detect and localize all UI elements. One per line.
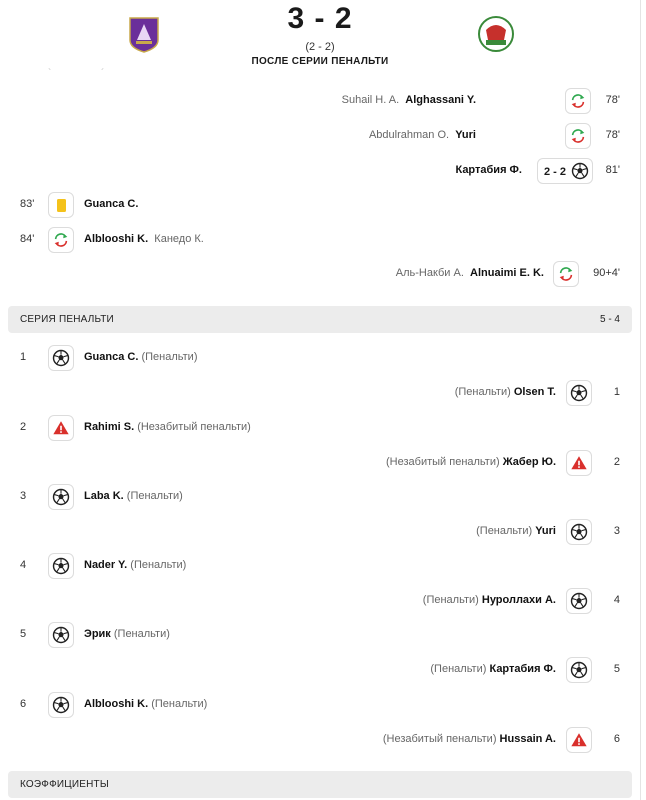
goal-ball-icon (48, 345, 74, 371)
match-score: 3 - 2 (287, 2, 353, 35)
player-name[interactable]: Alblooshi K. (84, 698, 149, 710)
player-name[interactable]: Alghassani Y. (405, 94, 476, 106)
goal-ball-icon (566, 588, 592, 614)
event-minute: 81' (605, 164, 620, 176)
player-name[interactable]: Alnuaimi E. K. (470, 267, 544, 279)
missed-penalty-icon (566, 450, 592, 476)
penalty-note: (Пенальти) (454, 386, 511, 398)
player-name[interactable]: Hussain A. (499, 733, 556, 745)
event-minute: 78' (605, 94, 620, 106)
penalty-note: (Пенальти) (113, 628, 170, 640)
assist-name: Suhail H. A. (341, 94, 400, 106)
penalty-note: (Незабитый пенальти) (137, 421, 251, 433)
penalty-number: 1 (613, 386, 620, 398)
penalty-number: 4 (613, 594, 620, 606)
goal-ball-icon (48, 484, 74, 510)
player-name[interactable]: Laba K. (84, 490, 124, 502)
player-name[interactable]: Yuri (455, 129, 476, 141)
assist-name: Аль-Накби А. (395, 267, 464, 279)
match-header (0, 0, 640, 68)
penalty-number: 6 (613, 733, 620, 745)
event-row (0, 259, 640, 289)
event-text (342, 94, 476, 106)
penalty-text (455, 386, 556, 398)
penalty-number: 2 (20, 421, 27, 433)
goal-ball-icon (566, 657, 592, 683)
missed-penalty-icon (48, 415, 74, 441)
assist-name: Канедо К. (154, 233, 204, 245)
substitution-icon (553, 261, 579, 287)
goal-ball-icon (48, 553, 74, 579)
penalty-row-away (0, 448, 640, 478)
event-row (0, 190, 640, 220)
event-minute: 83' (20, 198, 35, 210)
penalty-note: (Пенальти) (430, 663, 487, 675)
event-text (396, 267, 544, 279)
penalty-text (84, 698, 207, 710)
penalty-row-home (0, 620, 640, 650)
section-score: 5 - 4 (599, 314, 620, 325)
event-row (0, 225, 640, 255)
player-name[interactable]: Картабия Ф. (489, 663, 556, 675)
goal-ball-icon (48, 622, 74, 648)
penalty-note: (Пенальти) (151, 698, 208, 710)
yellow-card-icon (48, 192, 74, 218)
match-status: ПОСЛЕ СЕРИИ ПЕНАЛЬТИ (251, 56, 389, 67)
penalty-note: (Незабитый пенальти) (386, 456, 500, 468)
goal-ball-icon (566, 380, 592, 406)
penalty-number: 3 (613, 525, 620, 537)
event-text (84, 233, 204, 245)
player-name[interactable]: Yuri (535, 525, 556, 537)
penalty-note: (Пенальти) (126, 490, 183, 502)
event-minute: 84' (20, 233, 35, 245)
penalty-text (84, 351, 197, 363)
missed-penalty-icon (566, 727, 592, 753)
penalty-number: 5 (20, 628, 27, 640)
penalty-number: 3 (20, 490, 27, 502)
penalty-row-home (0, 343, 640, 373)
penalty-row-home (0, 551, 640, 581)
penalty-note: (Незабитый пенальти) (382, 733, 497, 745)
goal-score: 2 - 2 (544, 166, 567, 178)
player-name[interactable]: Nader Y. (84, 559, 128, 571)
penalty-note: (Пенальти) (141, 351, 198, 363)
aggregate-score: (2 - 2) (305, 41, 335, 53)
goal-ball-icon (571, 162, 589, 183)
penalty-text (386, 456, 556, 468)
assist-name: Abdulrahman O. (368, 129, 450, 141)
player-name[interactable]: Olsen T. (513, 386, 556, 398)
penalty-row-home (0, 690, 640, 720)
player-name[interactable]: Нуроллахи А. (481, 594, 556, 606)
goal-ball-icon (48, 692, 74, 718)
substitution-icon (565, 123, 591, 149)
penalty-text (84, 490, 183, 502)
penalty-text (84, 421, 251, 433)
event-row (0, 156, 640, 186)
player-name[interactable]: Rahimi S. (84, 421, 135, 433)
penalty-note: (Пенальти) (422, 594, 479, 606)
substitution-icon (565, 88, 591, 114)
event-row (0, 86, 640, 116)
penalty-row-away (0, 517, 640, 547)
penalty-row-away (0, 655, 640, 685)
penalty-row-away (0, 725, 640, 755)
penalty-number: 6 (20, 698, 27, 710)
player-name[interactable]: Alblooshi K. (84, 233, 149, 245)
penalty-text (476, 525, 556, 537)
penalty-row-home (0, 482, 640, 512)
goal-score-badge (537, 158, 593, 184)
penalty-row-home (0, 413, 640, 443)
event-row (0, 121, 640, 151)
penalty-note: (Пенальти) (476, 525, 533, 537)
event-minute: 78' (605, 129, 620, 141)
goal-ball-icon (566, 519, 592, 545)
player-name[interactable]: Жабер Ю. (502, 456, 556, 468)
player-name[interactable]: Guanca C. (84, 351, 139, 363)
penalty-number: 4 (20, 559, 27, 571)
penalty-row-away (0, 586, 640, 616)
event-text (369, 129, 476, 141)
event-minute: 90+4' (593, 267, 620, 279)
penalty-text (423, 594, 556, 606)
penalty-number: 2 (613, 456, 620, 468)
section-title: КОЭФФИЦИЕНТЫ (20, 779, 109, 790)
player-name[interactable]: Эрик (84, 628, 111, 640)
penalty-note: (Пенальти) (130, 559, 187, 571)
player-name[interactable]: Картабия Ф. (455, 164, 522, 176)
penalty-text (84, 559, 186, 571)
section-title: СЕРИЯ ПЕНАЛЬТИ (20, 314, 114, 325)
penalty-text (84, 628, 170, 640)
odds-section-header[interactable] (8, 771, 632, 798)
substitution-icon (48, 227, 74, 253)
penalty-text (383, 733, 556, 745)
penalty-text (430, 663, 556, 675)
penalty-number: 1 (20, 351, 27, 363)
player-name[interactable]: Guanca C. (84, 198, 139, 210)
scroll-divider (640, 0, 641, 800)
penalty-shootout-header (8, 306, 632, 333)
penalty-number: 5 (613, 663, 620, 675)
penalty-row-away (0, 378, 640, 408)
